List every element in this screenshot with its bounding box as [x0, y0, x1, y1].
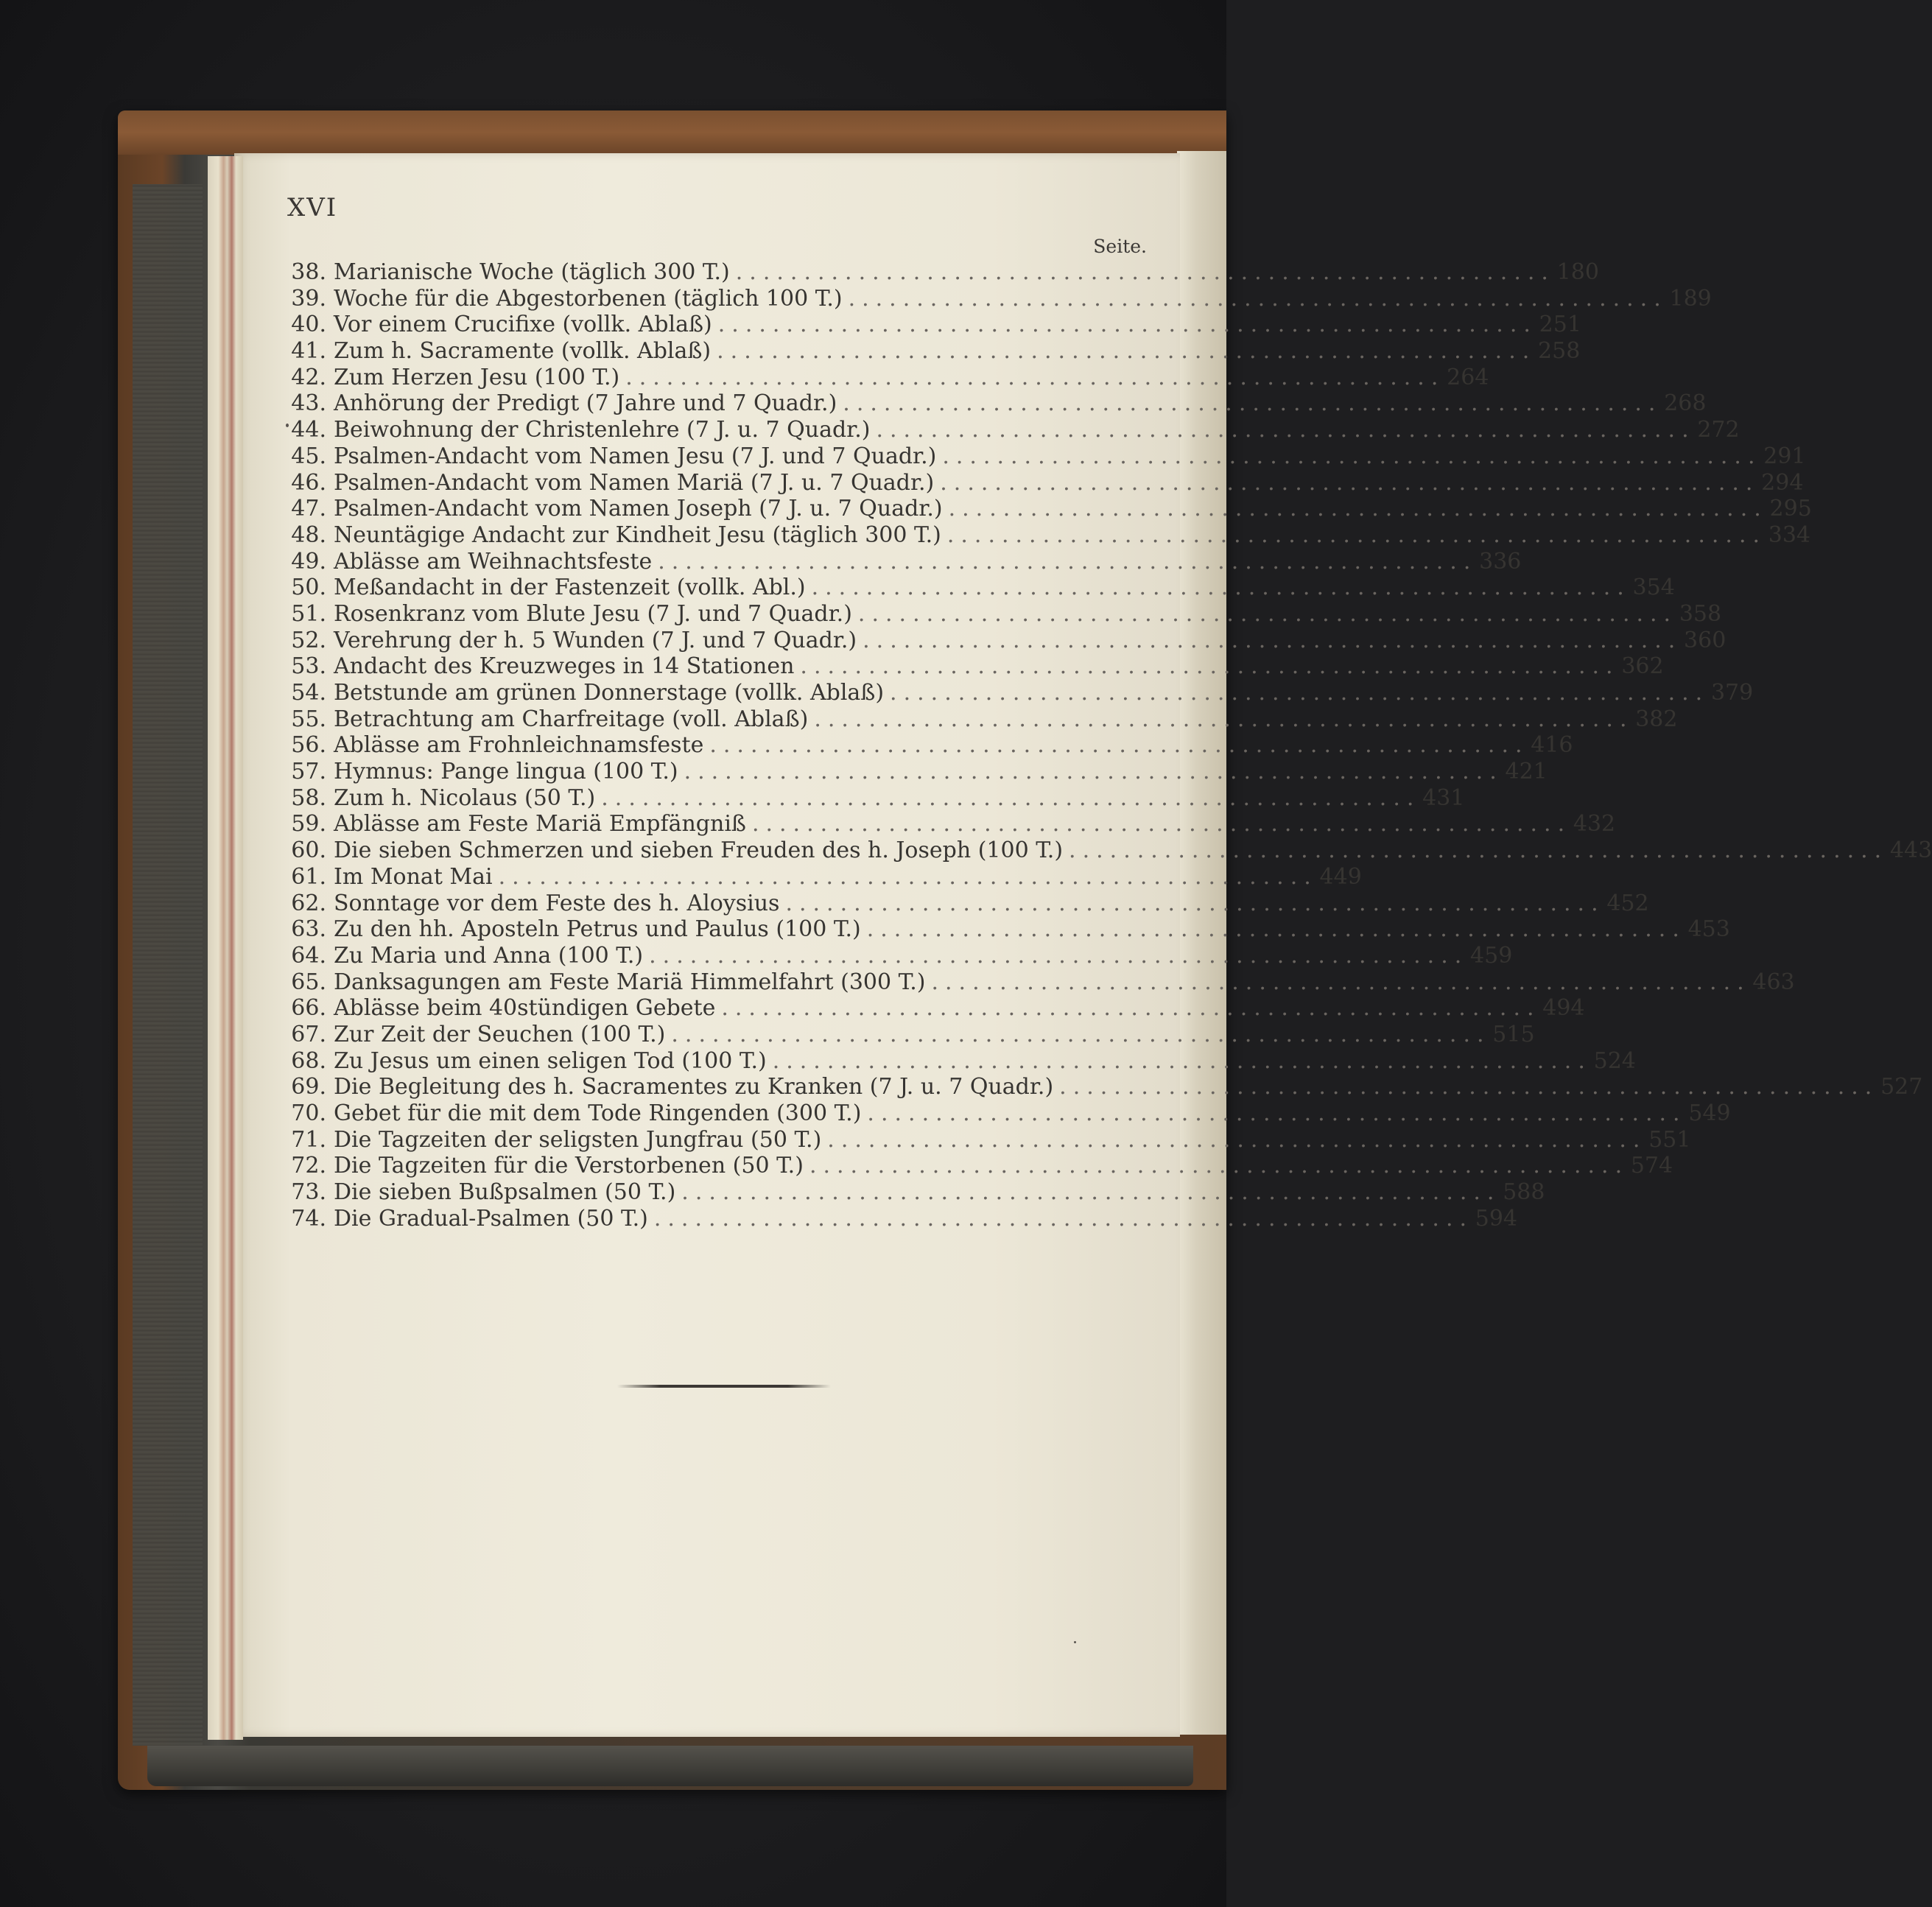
- toc-leader-dots: ............................................................: [717, 338, 1536, 365]
- toc-entry-title: Ablässe am Feste Mariä Empfängniß: [334, 811, 746, 837]
- book-spine-cloth: [133, 184, 203, 1746]
- toc-entry-page: 551: [1648, 1126, 1691, 1153]
- toc-entry-number: 65.: [291, 969, 326, 995]
- toc-leader-dots: ............................................................: [717, 312, 1537, 338]
- toc-entry-number: 64.: [291, 942, 326, 969]
- toc-leader-dots: ............................................................: [931, 969, 1751, 995]
- book-cover-bottom-edge: [147, 1746, 1193, 1786]
- toc-leader-dots: ............................................................: [649, 942, 1469, 969]
- toc-leader-dots: ............................................................: [946, 521, 1767, 548]
- toc-entry-page: 494: [1542, 995, 1585, 1022]
- toc-entry-page: 295: [1769, 496, 1812, 522]
- toc-entry: [291, 969, 1795, 996]
- toc-leader-dots: ............................................................: [751, 811, 1572, 837]
- toc-entry-number: 43.: [291, 390, 326, 417]
- toc-entry: [291, 706, 1678, 733]
- toc-entry-title: Betrachtung am Charfreitage (voll. Ablaß): [334, 706, 809, 732]
- toc-entry: [291, 890, 1649, 917]
- toc-entry-number: 46.: [291, 469, 326, 496]
- toc-entry-page: 421: [1505, 759, 1548, 785]
- toc-entry-page: 336: [1479, 548, 1522, 575]
- toc-entry-page: 453: [1687, 916, 1730, 943]
- toc-entry-number: 58.: [291, 784, 326, 811]
- toc-leader-dots: ............................................................: [814, 706, 1634, 732]
- toc-entry-number: 54.: [291, 680, 326, 706]
- toc-leader-dots: ............................................................: [1059, 1074, 1879, 1100]
- toc-entry-title: Zum Herzen Jesu (100 T.): [334, 364, 620, 390]
- toc-entry-number: 69.: [291, 1074, 326, 1100]
- toc-leader-dots: ............................................................: [876, 417, 1696, 443]
- toc-entry-title: Die Tagzeiten der seligsten Jungfrau (50 T.): [334, 1126, 822, 1153]
- toc-entry-page: 449: [1319, 863, 1362, 890]
- toc-entry-page: 180: [1556, 259, 1599, 285]
- toc-entry-title: Woche für die Abgestorbenen (täglich 100 T.): [334, 285, 843, 312]
- toc-entry-title: Psalmen-Andacht vom Namen Jesu (7 J. und 7 Quadr.): [334, 443, 937, 469]
- toc-entry: [291, 1047, 1636, 1075]
- toc-entry-number: 38.: [291, 259, 326, 285]
- toc-entry-page: 382: [1635, 706, 1678, 732]
- toc-entry-title: Ablässe am Weihnachtsfeste: [334, 548, 653, 575]
- toc-entry-number: 41.: [291, 338, 326, 365]
- toc-entry-page: 524: [1593, 1047, 1636, 1074]
- toc-entry-page: 258: [1538, 338, 1581, 365]
- toc-entry: [291, 653, 1664, 680]
- toc-entry-page: 527: [1880, 1074, 1923, 1100]
- toc-entry-title: Neuntägige Andacht zur Kindheit Jesu (täglich 300 T.): [334, 521, 941, 548]
- toc-entry: [291, 443, 1806, 470]
- toc-entry-page: 452: [1606, 890, 1649, 916]
- toc-entry: [291, 759, 1548, 785]
- toc-entry-number: 63.: [291, 916, 326, 943]
- toc-entry: [291, 811, 1616, 837]
- toc-entry: [291, 1205, 1518, 1232]
- toc-leader-dots: ............................................................: [800, 653, 1620, 680]
- toc-leader-dots: ............................................................: [942, 443, 1762, 469]
- toc-entry-title: Betstunde am grünen Donnerstage (vollk. Ablaß): [334, 680, 885, 706]
- toc-entry-number: 66.: [291, 995, 326, 1022]
- toc-entry-title: Sonntage vor dem Feste des h. Aloysius: [334, 890, 780, 916]
- toc-leader-dots: ............................................................: [948, 496, 1768, 522]
- toc-leader-dots: ............................................................: [625, 364, 1445, 390]
- toc-entry-number: 56.: [291, 732, 326, 759]
- toc-entry-title: Zum h. Sacramente (vollk. Ablaß): [334, 338, 712, 365]
- toc-entry-title: Zu Jesus um einen seligen Tod (100 T.): [334, 1047, 767, 1074]
- toc-leader-dots: ............................................................: [772, 1047, 1592, 1074]
- toc-entry-number: 62.: [291, 890, 326, 916]
- toc-entry-number: 49.: [291, 548, 326, 575]
- toc-entry-number: 72.: [291, 1153, 326, 1179]
- toc-entry-page: 574: [1630, 1153, 1673, 1179]
- toc-entry-title: Zum h. Nicolaus (50 T.): [334, 784, 596, 811]
- toc-leader-dots: ............................................................: [653, 1205, 1474, 1232]
- toc-entry-page: 360: [1684, 627, 1726, 653]
- toc-entry-title: Ablässe am Frohnleichnamsfeste: [334, 732, 704, 759]
- paper-speck: [286, 424, 289, 427]
- toc-entry: [291, 863, 1362, 891]
- toc-entry-page: 549: [1688, 1100, 1731, 1126]
- toc-entry-page: 272: [1697, 417, 1740, 443]
- toc-entry-number: 42.: [291, 364, 326, 390]
- toc-entry-page: 294: [1761, 469, 1804, 496]
- toc-entry-number: 39.: [291, 285, 326, 312]
- toc-entry-title: Vor einem Crucifixe (vollk. Ablaß): [334, 312, 712, 338]
- toc-entry-page: 354: [1632, 575, 1675, 601]
- toc-entry-title: Zu den hh. Aposteln Petrus und Paulus (100 T.): [334, 916, 861, 943]
- toc-entry: [291, 548, 1522, 575]
- toc-entry-number: 59.: [291, 811, 326, 837]
- toc-leader-dots: ............................................................: [785, 890, 1605, 916]
- toc-entry: [291, 784, 1465, 812]
- toc-entry: [291, 338, 1581, 365]
- toc-entry-number: 74.: [291, 1205, 326, 1232]
- toc-leader-dots: ............................................................: [866, 916, 1686, 943]
- toc-entry-title: Im Monat Mai: [334, 863, 493, 890]
- toc-entry-page: 268: [1664, 390, 1707, 417]
- toc-entry-number: 50.: [291, 575, 326, 601]
- table-of-contents: [291, 259, 1932, 1232]
- toc-entry-title: Zu Maria und Anna (100 T.): [334, 942, 644, 969]
- toc-entry-number: 61.: [291, 863, 326, 890]
- toc-entry: [291, 1074, 1923, 1100]
- toc-entry: [291, 496, 1812, 522]
- toc-entry-number: 60.: [291, 837, 326, 864]
- toc-entry-number: 70.: [291, 1100, 326, 1126]
- toc-leader-dots: ............................................................: [809, 1153, 1629, 1179]
- toc-leader-dots: ............................................................: [1069, 837, 1889, 864]
- toc-entry-page: 463: [1752, 969, 1795, 995]
- toc-entry: [291, 680, 1754, 706]
- toc-entry-number: 48.: [291, 521, 326, 548]
- toc-entry-title: Hymnus: Pange lingua (100 T.): [334, 759, 678, 785]
- toc-entry: [291, 627, 1726, 654]
- toc-entry-page: 334: [1768, 521, 1811, 548]
- toc-entry-title: Die Begleitung des h. Sacramentes zu Kranken (7 J. u. 7 Quadr.): [334, 1074, 1054, 1100]
- toc-leader-dots: ............................................................: [681, 1179, 1501, 1206]
- toc-entry: [291, 390, 1707, 417]
- toc-entry-page: 594: [1475, 1205, 1518, 1232]
- toc-entry: [291, 1179, 1545, 1206]
- toc-entry: [291, 285, 1712, 312]
- toc-entry-page: 588: [1503, 1179, 1545, 1206]
- toc-entry-title: Gebet für die mit dem Tode Ringenden (300 T.): [334, 1100, 862, 1126]
- page-column-label: Seite.: [1093, 236, 1147, 257]
- toc-entry-page: 416: [1531, 732, 1573, 759]
- page-stack-edge: [208, 156, 243, 1740]
- toc-entry-page: 459: [1470, 942, 1513, 969]
- toc-entry: [291, 417, 1740, 443]
- toc-entry-title: Die Gradual-Psalmen (50 T.): [334, 1205, 648, 1232]
- toc-leader-dots: ............................................................: [684, 759, 1503, 785]
- toc-entry: [291, 259, 1599, 286]
- toc-entry-page: 358: [1679, 600, 1722, 627]
- toc-entry: [291, 916, 1730, 943]
- toc-entry-title: Beiwohnung der Christenlehre (7 J. u. 7 Quadr.): [334, 417, 871, 443]
- toc-entry: [291, 732, 1573, 759]
- toc-entry: [291, 521, 1811, 549]
- toc-entry-title: Psalmen-Andacht vom Namen Joseph (7 J. u. 7 Quadr.): [334, 496, 943, 522]
- paper-speck: [1074, 1641, 1076, 1643]
- toc-entry-title: Danksagungen am Feste Mariä Himmelfahrt (300 T.): [334, 969, 926, 995]
- toc-leader-dots: ............................................................: [658, 548, 1478, 575]
- toc-leader-dots: ............................................................: [843, 390, 1662, 417]
- toc-entry-title: Die sieben Bußpsalmen (50 T.): [334, 1179, 676, 1206]
- toc-entry-title: Anhörung der Predigt (7 Jahre und 7 Quadr.): [334, 390, 837, 417]
- toc-entry: [291, 1126, 1691, 1153]
- toc-entry-page: 515: [1492, 1021, 1535, 1047]
- toc-entry: [291, 364, 1489, 391]
- toc-entry-page: 362: [1621, 653, 1664, 680]
- toc-entry-page: 379: [1710, 680, 1754, 706]
- toc-entry-number: 53.: [291, 653, 326, 680]
- toc-entry-number: 44.: [291, 417, 326, 443]
- toc-entry-number: 55.: [291, 706, 326, 732]
- toc-entry: [291, 469, 1804, 496]
- toc-entry-title: Die Tagzeiten für die Verstorbenen (50 T.): [334, 1153, 804, 1179]
- toc-entry-number: 52.: [291, 627, 326, 653]
- toc-entry-number: 71.: [291, 1126, 326, 1153]
- toc-entry-title: Marianische Woche (täglich 300 T.): [334, 259, 730, 285]
- toc-entry-number: 51.: [291, 600, 326, 627]
- toc-entry-page: 189: [1669, 285, 1712, 312]
- toc-leader-dots: ............................................................: [709, 732, 1529, 759]
- toc-entry: [291, 942, 1513, 969]
- toc-entry-title: Zur Zeit der Seuchen (100 T.): [334, 1021, 666, 1047]
- toc-leader-dots: ............................................................: [863, 627, 1682, 653]
- toc-entry: [291, 575, 1675, 601]
- toc-leader-dots: ............................................................: [811, 575, 1631, 601]
- toc-leader-dots: ............................................................: [867, 1100, 1687, 1126]
- toc-entry: [291, 1021, 1535, 1048]
- toc-entry-page: 443: [1889, 837, 1932, 864]
- toc-leader-dots: ............................................................: [498, 863, 1318, 890]
- toc-entry-page: 251: [1539, 312, 1581, 338]
- page-number-header: XVI: [287, 193, 338, 222]
- toc-entry-number: 47.: [291, 496, 326, 522]
- toc-entry: [291, 1100, 1731, 1127]
- toc-entry-title: Meßandacht in der Fastenzeit (vollk. Abl.): [334, 575, 806, 601]
- toc-leader-dots: ............................................................: [848, 285, 1668, 312]
- toc-entry-number: 45.: [291, 443, 326, 469]
- toc-entry: [291, 600, 1722, 628]
- toc-entry: [291, 837, 1932, 864]
- toc-entry-number: 67.: [291, 1021, 326, 1047]
- toc-entry: [291, 995, 1585, 1022]
- book-cover-top-edge: [118, 110, 1226, 155]
- toc-entry-page: 264: [1447, 364, 1489, 390]
- toc-entry-number: 57.: [291, 759, 326, 785]
- toc-entry-page: 431: [1422, 784, 1465, 811]
- toc-entry-title: Andacht des Kreuzweges in 14 Stationen: [334, 653, 795, 680]
- toc-entry-number: 73.: [291, 1179, 326, 1206]
- toc-entry: [291, 1153, 1673, 1179]
- toc-entry-page: 432: [1573, 811, 1616, 837]
- toc-leader-dots: ............................................................: [671, 1021, 1491, 1047]
- toc-entry-title: Verehrung der h. 5 Wunden (7 J. und 7 Quadr.): [334, 627, 857, 653]
- toc-leader-dots: ............................................................: [735, 259, 1555, 285]
- toc-entry-number: 68.: [291, 1047, 326, 1074]
- toc-entry-title: Rosenkranz vom Blute Jesu (7 J. und 7 Quadr.): [334, 600, 852, 627]
- toc-leader-dots: ............................................................: [857, 600, 1678, 627]
- section-divider-rule: [617, 1385, 831, 1388]
- toc-leader-dots: ............................................................: [601, 784, 1421, 811]
- toc-leader-dots: ............................................................: [940, 469, 1760, 496]
- toc-leader-dots: ............................................................: [827, 1126, 1647, 1153]
- toc-entry: [291, 312, 1581, 338]
- toc-entry-title: Ablässe beim 40stündigen Gebete: [334, 995, 716, 1022]
- toc-entry-page: 291: [1763, 443, 1806, 469]
- toc-entry-title: Die sieben Schmerzen und sieben Freuden des h. Joseph (100 T.): [334, 837, 1064, 864]
- toc-entry-number: 40.: [291, 312, 326, 338]
- toc-leader-dots: ............................................................: [721, 995, 1541, 1022]
- toc-entry-title: Psalmen-Andacht vom Namen Mariä (7 J. u. 7 Quadr.): [334, 469, 935, 496]
- toc-leader-dots: ............................................................: [890, 680, 1710, 706]
